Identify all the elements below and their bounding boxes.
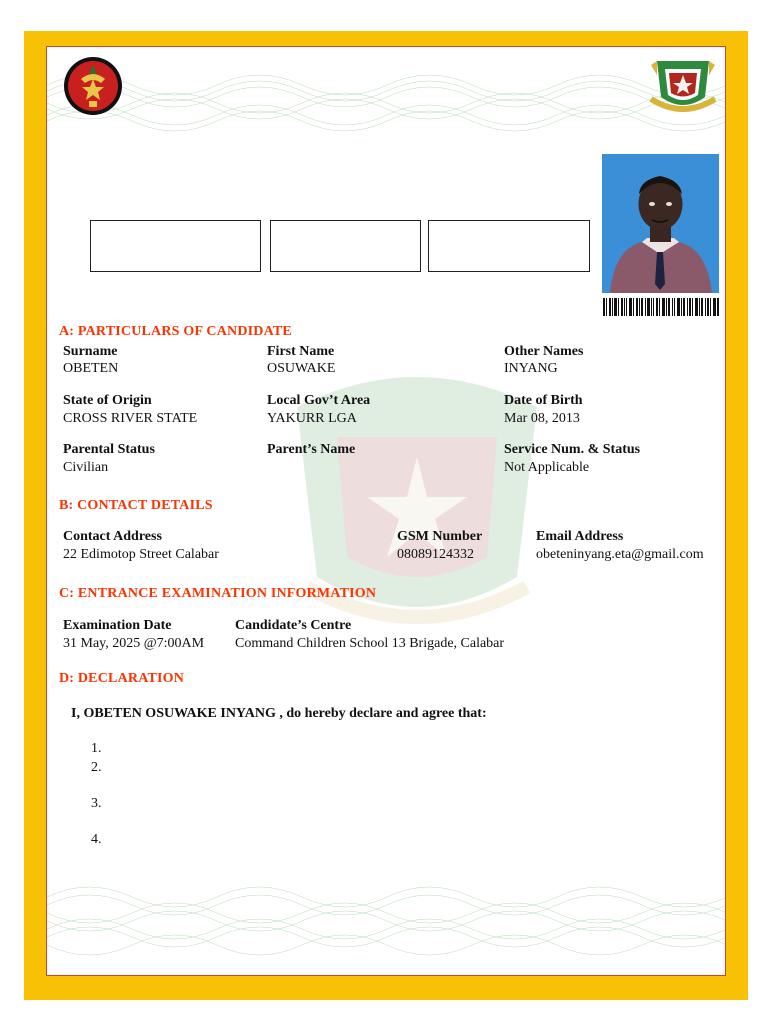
examination-date-value: 31 May, 2025 @7:00AM [63,636,205,651]
crest-watermark [267,347,567,647]
parental-status-value: Civilian [63,460,109,475]
army-emblem-logo [59,57,127,115]
first-name-label: First Name [267,344,335,359]
declaration-item-1: 1. [91,741,102,756]
gsm-number-value: 08089124332 [397,547,474,562]
section-b-heading: B: CONTACT DETAILS [59,498,213,513]
registration-slip [46,46,726,976]
declaration-item-2: 2. [91,760,102,775]
blank-box-3 [428,220,590,272]
other-names-label: Other Names [504,344,584,359]
service-num-status-label: Service Num. & Status [504,442,641,457]
school-crest-logo [647,55,719,115]
section-a-heading: A: PARTICULARS OF CANDIDATE [59,324,292,339]
section-d-heading: D: DECLARATION [59,671,185,686]
lga-value: YAKURR LGA [267,411,357,426]
candidate-photo [602,154,719,293]
examination-date-label: Examination Date [63,618,172,633]
service-num-status-value: Not Applicable [504,460,590,475]
email-address-value: obeteninyang.eta@gmail.com [536,547,704,562]
state-of-origin-label: State of Origin [63,393,152,408]
guilloche-top [47,55,725,135]
candidates-centre-label: Candidate’s Centre [235,618,352,633]
contact-address-value: 22 Edimotop Street Calabar [63,547,219,562]
candidates-centre-value: Command Children School 13 Brigade, Calabar [235,636,505,651]
section-c-heading: C: ENTRANCE EXAMINATION INFORMATION [59,586,377,601]
barcode [603,298,719,316]
other-names-value: INYANG [504,361,558,376]
surname-label: Surname [63,344,118,359]
blank-box-1 [90,220,261,272]
gsm-number-label: GSM Number [397,529,483,544]
date-of-birth-label: Date of Birth [504,393,583,408]
parents-name-label: Parent’s Name [267,442,356,457]
declaration-statement: I, OBETEN OSUWAKE INYANG , do hereby declare and agree that: [71,706,487,721]
contact-address-label: Contact Address [63,529,162,544]
email-address-label: Email Address [536,529,624,544]
first-name-value: OSUWAKE [267,361,336,376]
declaration-item-3: 3. [91,796,102,811]
parental-status-label: Parental Status [63,442,155,457]
date-of-birth-value: Mar 08, 2013 [504,411,580,426]
blank-box-2 [270,220,421,272]
guilloche-bottom [47,867,725,967]
surname-value: OBETEN [63,361,119,376]
lga-label: Local Gov’t Area [267,393,371,408]
declaration-item-4: 4. [91,832,102,847]
state-of-origin-value: CROSS RIVER STATE [63,411,198,426]
